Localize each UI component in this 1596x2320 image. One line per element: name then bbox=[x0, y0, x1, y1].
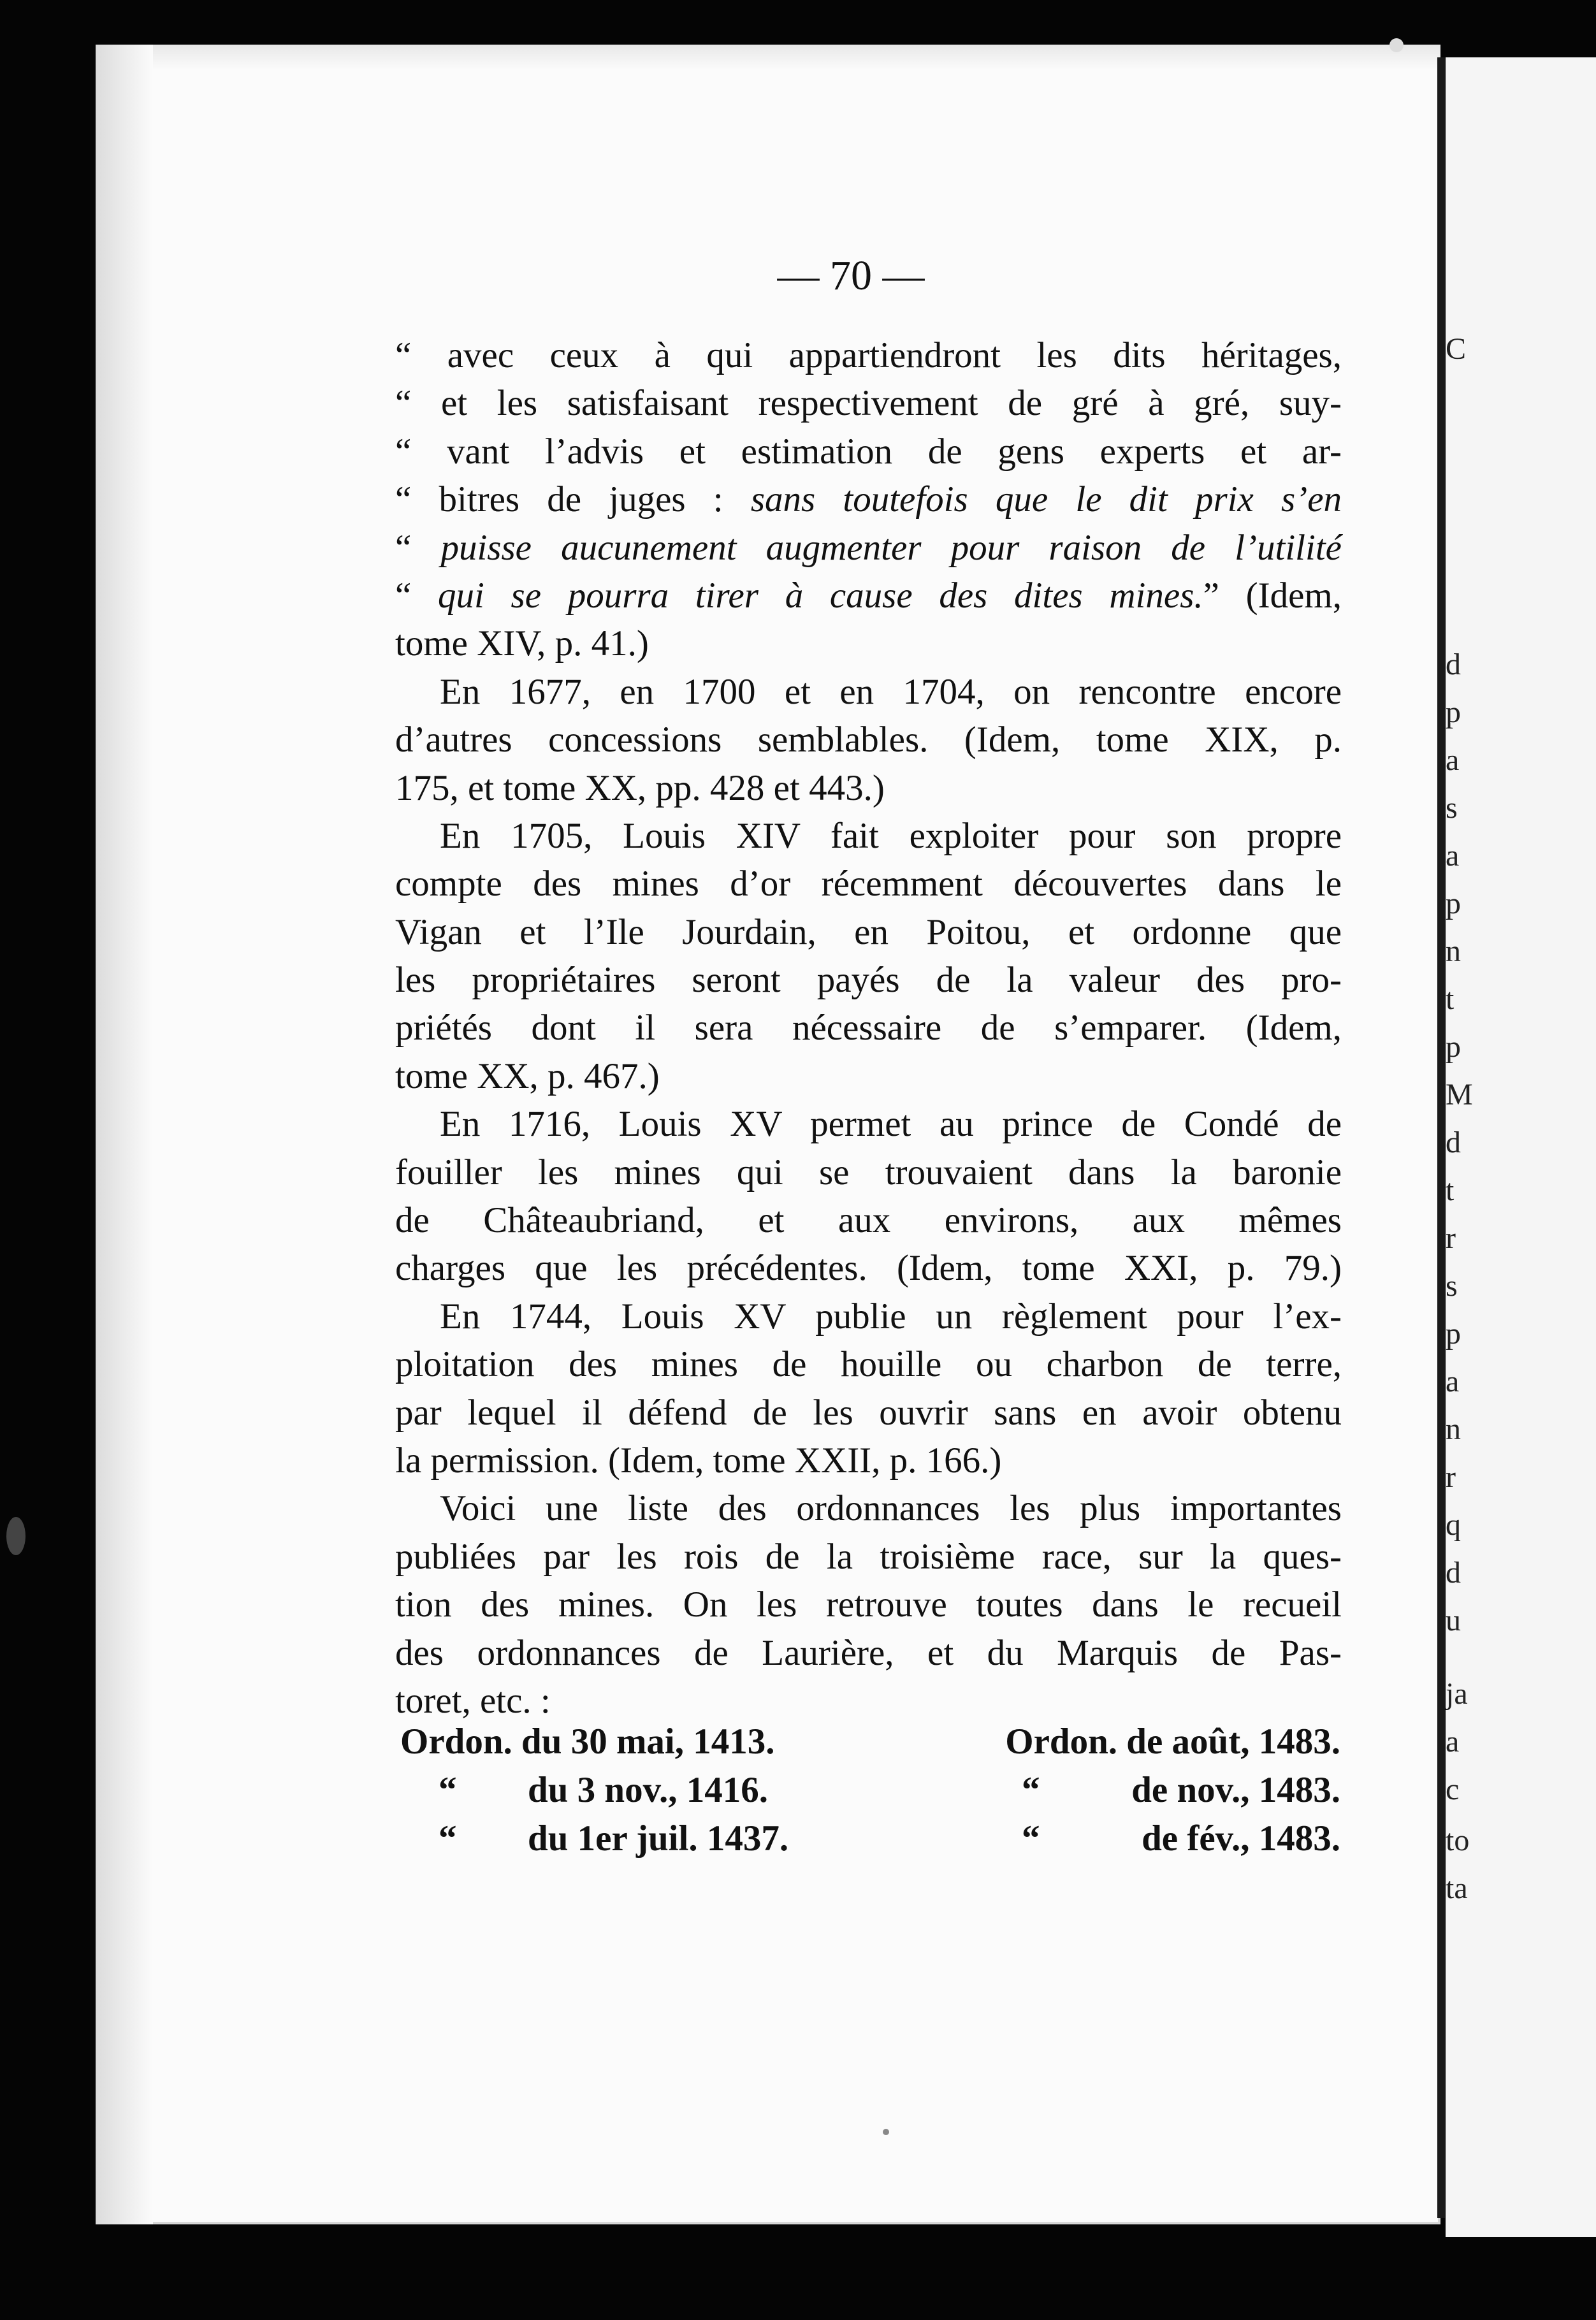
next-page-fragment: d bbox=[1446, 648, 1461, 681]
text-line: Voici une liste des ordonnances les plus importantes bbox=[440, 1488, 1342, 1529]
text-line: tome XIV, p. 41.) bbox=[395, 623, 649, 664]
text-line: En 1677, en 1700 et en 1704, on rencontre encore bbox=[440, 671, 1342, 712]
next-page-fragment: u bbox=[1446, 1604, 1461, 1637]
list-item bbox=[400, 1721, 1340, 1769]
text-line: “ avec ceux à qui appartiendront les dits héritages, bbox=[395, 335, 1342, 375]
page-top-edge bbox=[96, 45, 1440, 70]
next-page-fragment: p bbox=[1446, 1030, 1461, 1064]
list-item bbox=[400, 1769, 1340, 1818]
text-line: 175, et tome XX, pp. 428 et 443.) bbox=[395, 767, 885, 808]
text-line: En 1705, Louis XIV fait exploiter pour son propre bbox=[440, 815, 1342, 856]
next-page-fragment: a bbox=[1446, 1725, 1460, 1758]
body-text bbox=[395, 331, 1342, 1725]
ordonnance-right: de nov., 1483. bbox=[1131, 1770, 1340, 1810]
text-line: “ qui se pourra tirer à cause des dites mines.” (Idem, bbox=[395, 575, 1342, 616]
text-line: de Châteaubriand, et aux environs, aux mêmes bbox=[395, 1200, 1342, 1241]
ordonnance-left: du 1er juil. 1437. bbox=[528, 1818, 789, 1859]
page-shadow bbox=[96, 45, 153, 2224]
text-line: d’autres concessions semblables. (Idem, tome XIX, p. bbox=[395, 720, 1342, 760]
text-line: En 1716, Louis XV permet au prince de Condé de bbox=[440, 1104, 1342, 1145]
next-page-fragment: n bbox=[1446, 934, 1461, 968]
scan-speck bbox=[1389, 38, 1404, 52]
next-page-fragment: a bbox=[1446, 743, 1460, 777]
text-line: tion des mines. On les retrouve toutes dans le recueil bbox=[395, 1584, 1342, 1625]
next-page-fragment: C bbox=[1446, 332, 1467, 366]
ordonnance-list bbox=[400, 1721, 1340, 1866]
ordonnance-left: Ordon. du 30 mai, 1413. bbox=[400, 1722, 775, 1762]
next-page-fragment: p bbox=[1446, 1317, 1461, 1351]
text-line: publiées par les rois de la troisième race, sur la ques- bbox=[395, 1536, 1342, 1577]
next-page-fragment: a bbox=[1446, 1365, 1460, 1398]
ordonnance-left: du 3 nov., 1416. bbox=[528, 1770, 768, 1810]
text-line: Vigan et l’Ile Jourdain, en Poitou, et ordonne que bbox=[395, 911, 1342, 952]
text-line: les propriétaires seront payés de la valeur des pro- bbox=[395, 960, 1342, 1001]
next-page-fragment: r bbox=[1446, 1460, 1456, 1494]
text-line: “ et les satisfaisant respectivement de gré à gré, suy- bbox=[395, 383, 1342, 424]
next-page-fragment: t bbox=[1446, 982, 1455, 1016]
next-page-fragment: q bbox=[1446, 1508, 1461, 1542]
ditto-mark: “ bbox=[439, 1818, 457, 1859]
next-page-fragment: s bbox=[1446, 1269, 1458, 1303]
ditto-mark: “ bbox=[1022, 1770, 1040, 1810]
next-page-fragment: t bbox=[1446, 1173, 1455, 1207]
text-line: des ordonnances de Laurière, et du Marquis de Pas- bbox=[395, 1632, 1342, 1673]
next-page-fragment: a bbox=[1446, 839, 1460, 873]
next-page-fragment: ja bbox=[1446, 1677, 1468, 1711]
next-page-fragment: n bbox=[1446, 1412, 1461, 1446]
text-line: tome XX, p. 467.) bbox=[395, 1055, 660, 1096]
page-number: — 70 — bbox=[777, 252, 925, 299]
text-line: priétés dont il sera nécessaire de s’emparer. (Idem, bbox=[395, 1008, 1342, 1048]
text-line: la permission. (Idem, tome XXII, p. 166.) bbox=[395, 1440, 1002, 1481]
book-gutter bbox=[1437, 57, 1445, 2218]
text-line: fouiller les mines qui se trouvaient dans la baronie bbox=[395, 1152, 1342, 1193]
scan-speck bbox=[6, 1517, 25, 1555]
ordonnance-right: de fév., 1483. bbox=[1142, 1818, 1340, 1859]
text-line: ploitation des mines de houille ou charbon de terre, bbox=[395, 1344, 1342, 1385]
text-line: compte des mines d’or récemment découvertes dans le bbox=[395, 864, 1342, 904]
scan-speck bbox=[883, 2129, 889, 2135]
ordonnance-right: Ordon. de août, 1483. bbox=[1005, 1722, 1340, 1762]
next-page-fragment: p bbox=[1446, 887, 1461, 920]
text-line: “ vant l’advis et estimation de gens experts et ar- bbox=[395, 431, 1342, 472]
text-line: En 1744, Louis XV publie un règlement pour l’ex- bbox=[440, 1296, 1342, 1337]
next-page-edge bbox=[1446, 57, 1596, 2237]
next-page-fragment: p bbox=[1446, 695, 1461, 729]
ditto-mark: “ bbox=[439, 1770, 457, 1810]
next-page-fragment: r bbox=[1446, 1221, 1456, 1255]
next-page-fragment: d bbox=[1446, 1126, 1461, 1159]
next-page-fragment: M bbox=[1446, 1078, 1473, 1112]
next-page-fragment: c bbox=[1446, 1773, 1460, 1806]
next-page-fragment: to bbox=[1446, 1823, 1470, 1857]
next-page-fragment: ta bbox=[1446, 1871, 1468, 1905]
next-page-fragment: s bbox=[1446, 791, 1458, 825]
text-line: “ puisse aucunement augmenter pour raison de l’utilité bbox=[395, 527, 1342, 568]
ditto-mark: “ bbox=[1022, 1818, 1040, 1859]
text-line: “ bitres de juges : sans toutefois que le dit prix s’en bbox=[395, 479, 1342, 520]
text-line: charges que les précédentes. (Idem, tome XXI, p. 79.) bbox=[395, 1248, 1342, 1289]
next-page-fragment: d bbox=[1446, 1556, 1461, 1590]
list-item bbox=[400, 1818, 1340, 1866]
text-line: toret, etc. : bbox=[395, 1680, 551, 1721]
text-line: par lequel il défend de les ouvrir sans en avoir obtenu bbox=[395, 1392, 1342, 1433]
